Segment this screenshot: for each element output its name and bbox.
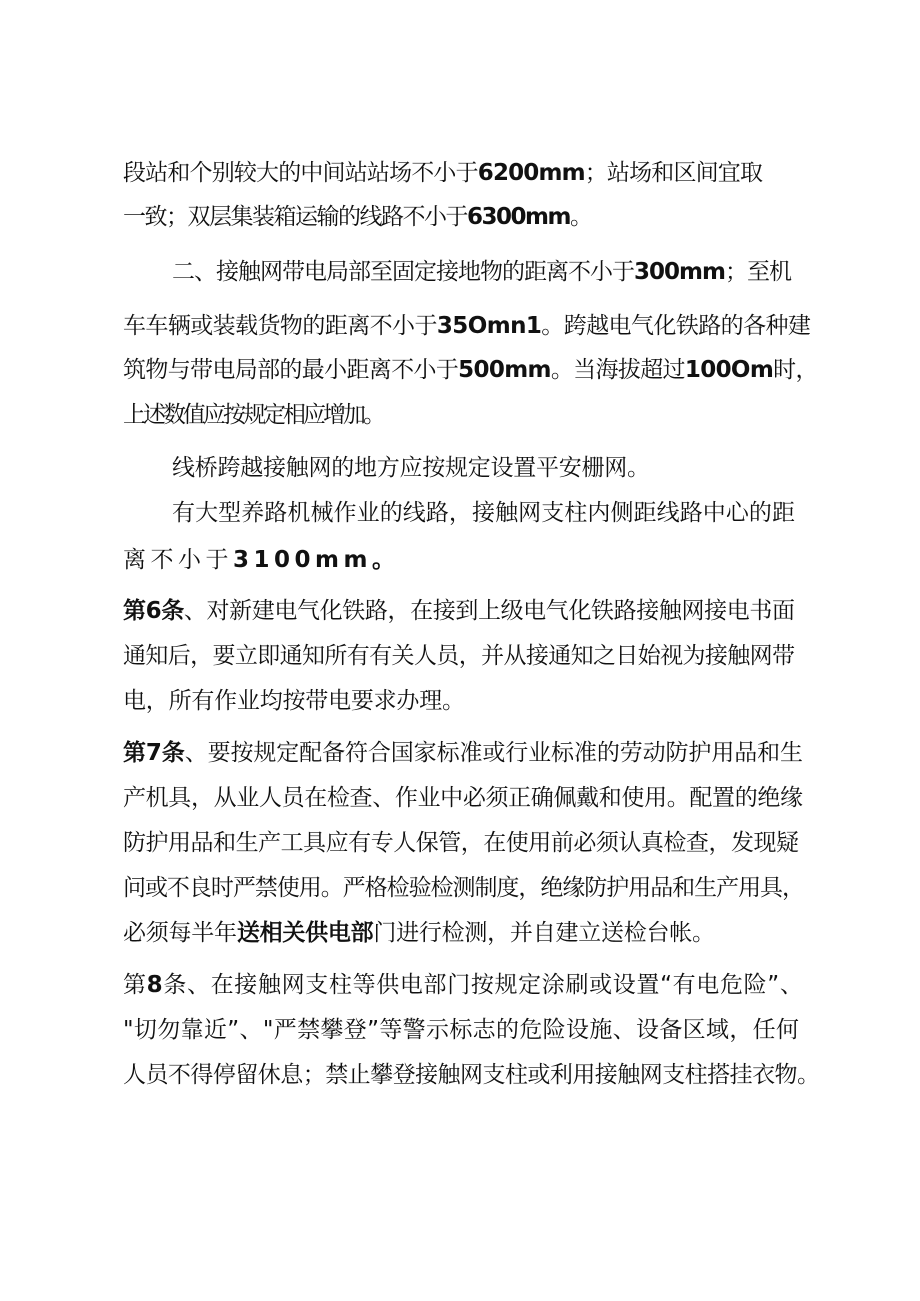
bold-text-segment: 35Omn1 (436, 313, 542, 339)
bold-text-segment: 100Om (684, 357, 774, 383)
text-segment: 。当海拔超过 (550, 357, 685, 383)
text-line (123, 355, 818, 385)
bold-text-segment: 300mm (634, 259, 725, 285)
text-line (123, 400, 383, 430)
bold-text-segment: 送相关供电部 (236, 920, 374, 946)
text-line (172, 257, 791, 287)
text-line (123, 1015, 799, 1045)
text-segment: 车车辆或装载货物的距离不小于 (123, 313, 437, 339)
text-segment: 二、接触网带电局部至固定接地物的距离不小于 (172, 259, 634, 285)
bold-text-segment: 6200mm (477, 160, 585, 186)
bold-text-segment: 第7条 (123, 740, 185, 766)
text-segment: 第 (123, 972, 147, 998)
text-segment: ；站场和区间宜取 (584, 160, 763, 186)
text-segment: 离不小于 (123, 547, 233, 573)
text-segment: 线桥跨越接触网的地方应按规定设置平安栅网。 (172, 455, 650, 481)
bold-text-segment: 第6条 (123, 598, 184, 624)
text-line (123, 1060, 819, 1090)
text-segment: 。 (569, 204, 592, 230)
text-segment: 有大型养路机械作业的线路，接触网支柱内侧距线路中心的距 (172, 500, 796, 526)
bold-text-segment: 8 (146, 972, 164, 998)
text-segment: 门进行检测，并自建立送检台帐。 (373, 920, 715, 946)
text-segment: 必须每半年 (123, 920, 237, 946)
text-line (123, 783, 803, 813)
text-line (123, 970, 804, 1000)
text-segment: 电，所有作业均按带电要求办理。 (123, 688, 465, 714)
text-segment: 一致；双层集装箱运输的线路不小于 (123, 204, 467, 230)
text-segment: 通知后，要立即通知所有有关人员，并从接通知之日始视为接触网带 (123, 643, 795, 669)
text-segment: 防护用品和生产工具应有专人保管，在使用前必须认真检查，发现疑 (123, 830, 799, 856)
text-segment: "切勿靠近”、"严禁攀登”等警示标志的危险设施、设备区域，任何 (123, 1017, 800, 1043)
text-line (123, 686, 465, 716)
text-line (172, 453, 650, 483)
text-segment: 时， (773, 357, 818, 383)
text-line (123, 545, 399, 575)
text-line (123, 828, 799, 858)
text-line (123, 202, 591, 232)
text-line (123, 311, 810, 341)
text-segment: 条、在接触网支柱等供电部门按规定涂刷或设置“有电危险”、 (163, 972, 804, 998)
text-line (123, 641, 794, 671)
bold-text-segment: 500mm (458, 357, 551, 383)
text-line (123, 596, 795, 626)
text-segment: 、对新建电气化铁路，在接到上级电气化铁路接触网接电书面 (183, 598, 795, 624)
bold-text-segment: 6300mm (467, 204, 570, 230)
text-line (123, 918, 715, 948)
text-line (123, 738, 803, 768)
text-segment: ；至机 (724, 259, 791, 285)
text-line (123, 873, 804, 903)
text-segment: 、要按规定配备符合国家标准或行业标准的劳动防护用品和生 (184, 740, 803, 766)
bold-text-segment: 3100mm。 (233, 547, 400, 573)
text-segment: 上述数值应按规定相应增加。 (123, 402, 383, 428)
text-segment: 。跨越电气化铁路的各种建 (541, 313, 811, 339)
text-segment: 人员不得停留休息；禁止攀登接触网支柱或利用接触网支柱搭挂衣物。 (123, 1062, 820, 1088)
text-segment: 段站和个别较大的中间站站场不小于 (123, 160, 478, 186)
text-segment: 问或不良时严禁使用。严格检验检测制度，绝缘防护用品和生产用具， (123, 875, 804, 901)
text-line (123, 158, 762, 188)
text-segment: 筑物与带电局部的最小距离不小于 (123, 357, 459, 383)
text-segment: 产机具，从业人员在检查、作业中必须正确佩戴和使用。配置的绝缘 (123, 785, 803, 811)
text-line (172, 498, 795, 528)
